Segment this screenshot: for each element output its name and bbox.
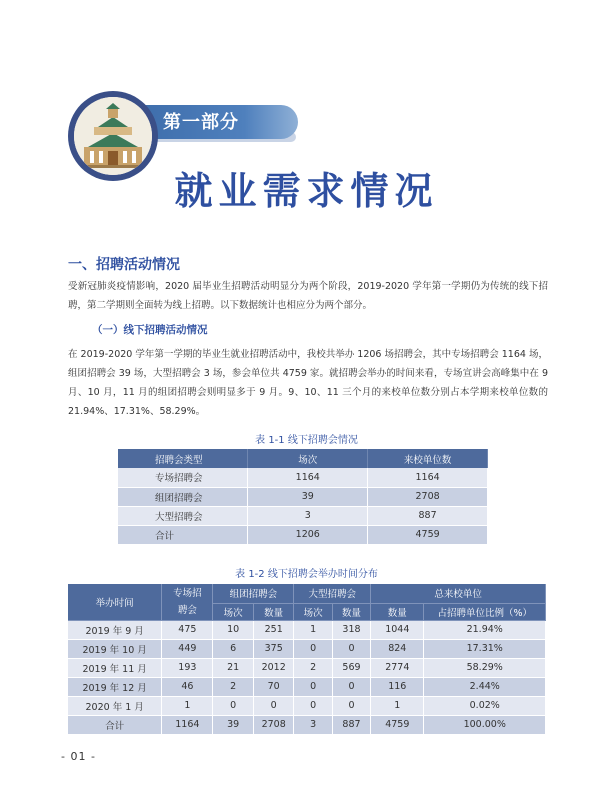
table-row <box>118 487 488 506</box>
table-cell: 2708 <box>253 715 294 734</box>
table-cell: 887 <box>332 715 370 734</box>
table-cell: 251 <box>253 620 294 639</box>
body-paragraph: 在 2019-2020 学年第一学期的毕业生就业招聘活动中，我校共举办 1206 场招聘会，其中专场招聘会 1164 场，组团招聘会 39 场，大型招聘会 3 场，参会单位共 4759 家。就招聘会举办的时间来看，专场宣讲会高峰集中在 9 月、10 月，11 月的组团招聘会则明显多于 9 月。9、10、11 三个月的来校单位数分别占本学期来校单位数的 21.94%、17.31%、58.29%。 <box>68 349 548 417</box>
table-cell: 1164 <box>162 715 213 734</box>
table-header-row <box>68 584 546 603</box>
table-header-row <box>118 449 488 468</box>
table-header-cell: 数量 <box>332 603 370 620</box>
table-row <box>68 677 546 696</box>
table-cell: 39 <box>248 487 368 506</box>
table-cell: 21.94% <box>424 620 546 639</box>
table-cell: 3 <box>294 715 332 734</box>
table-cell: 1206 <box>248 525 368 544</box>
table-cell: 4759 <box>368 525 488 544</box>
table-cell: 2020 年 1 月 <box>68 696 162 715</box>
table-cell: 2019 年 9 月 <box>68 620 162 639</box>
table-cell: 193 <box>162 658 213 677</box>
table-row <box>68 639 546 658</box>
table-row <box>118 468 488 487</box>
table-header-cell: 大型招聘会 <box>294 584 371 603</box>
intro-paragraph: 受新冠肺炎疫情影响，2020 届毕业生招聘活动明显分为两个阶段，2019-2020 学年第一学期仍为传统的线下招聘，第二学期则全面转为线上招聘。以下数据统计也相应分为两个部分。 <box>68 281 548 311</box>
table-header-cell: 场次 <box>213 603 254 620</box>
table-cell: 合计 <box>118 525 248 544</box>
table-header-cell: 数量 <box>371 603 424 620</box>
table-cell: 17.31% <box>424 639 546 658</box>
table-cell: 1 <box>294 620 332 639</box>
table-header-cell: 来校单位数 <box>368 449 488 468</box>
table-cell: 0 <box>213 696 254 715</box>
table-cell: 116 <box>371 677 424 696</box>
table-cell: 2019 年 12 月 <box>68 677 162 696</box>
table-1 <box>118 449 488 545</box>
table-cell: 824 <box>371 639 424 658</box>
table-cell: 合计 <box>68 715 162 734</box>
table-cell: 4759 <box>371 715 424 734</box>
section-heading: 一、招聘活动情况 <box>68 257 180 273</box>
table-cell: 2019 年 11 月 <box>68 658 162 677</box>
table-cell: 2 <box>213 677 254 696</box>
table-row <box>68 696 546 715</box>
table-header-cell: 招聘会类型 <box>118 449 248 468</box>
table-cell: 2708 <box>368 487 488 506</box>
table-cell: 2012 <box>253 658 294 677</box>
table-cell: 318 <box>332 620 370 639</box>
table-cell: 大型招聘会 <box>118 506 248 525</box>
table-row <box>118 506 488 525</box>
table-cell: 0 <box>294 696 332 715</box>
table-cell: 1 <box>162 696 213 715</box>
table-cell: 100.00% <box>424 715 546 734</box>
table-cell: 2.44% <box>424 677 546 696</box>
table-cell: 6 <box>213 639 254 658</box>
table-cell: 0 <box>294 677 332 696</box>
table-header-cell: 场次 <box>294 603 332 620</box>
page-number: - 01 - <box>61 750 96 763</box>
table-cell: 专场招聘会 <box>118 468 248 487</box>
page-title: 就业需求情况 <box>174 168 439 213</box>
table-2 <box>68 584 546 735</box>
table-header-cell: 组团招聘会 <box>213 584 294 603</box>
table-cell: 0.02% <box>424 696 546 715</box>
table-cell: 0 <box>294 639 332 658</box>
table-cell: 10 <box>213 620 254 639</box>
table-cell: 58.29% <box>424 658 546 677</box>
table2-caption: 表 1-2 线下招聘会举办时间分布 <box>235 569 378 580</box>
table-row <box>68 715 546 734</box>
table-cell: 1 <box>371 696 424 715</box>
table-header-cell: 数量 <box>253 603 294 620</box>
table-cell: 0 <box>253 696 294 715</box>
table-cell: 2 <box>294 658 332 677</box>
table-cell: 70 <box>253 677 294 696</box>
table-cell: 0 <box>332 696 370 715</box>
table-cell: 39 <box>213 715 254 734</box>
table-row <box>68 658 546 677</box>
table-cell: 1164 <box>368 468 488 487</box>
table-cell: 3 <box>248 506 368 525</box>
table-cell: 2019 年 10 月 <box>68 639 162 658</box>
table-cell: 0 <box>332 639 370 658</box>
table-header-cell: 场次 <box>248 449 368 468</box>
table-cell: 569 <box>332 658 370 677</box>
table-cell: 2774 <box>371 658 424 677</box>
subsection-heading: （一）线下招聘活动情况 <box>92 324 208 336</box>
table-cell: 21 <box>213 658 254 677</box>
table-row <box>68 620 546 639</box>
table-header-cell: 总来校单位 <box>371 584 546 603</box>
table-cell: 46 <box>162 677 213 696</box>
table-cell: 1044 <box>371 620 424 639</box>
table-header-cell: 专场招聘会 <box>162 584 213 620</box>
table-cell: 475 <box>162 620 213 639</box>
table-cell: 0 <box>332 677 370 696</box>
table-cell: 887 <box>368 506 488 525</box>
table-header-cell: 占招聘单位比例（%） <box>424 603 546 620</box>
table1-caption: 表 1-1 线下招聘会情况 <box>255 435 358 446</box>
part-label: 第一部分 <box>163 112 239 133</box>
table-cell: 组团招聘会 <box>118 487 248 506</box>
table-header-cell: 举办时间 <box>68 584 162 620</box>
table-row <box>118 525 488 544</box>
table-cell: 449 <box>162 639 213 658</box>
table-cell: 375 <box>253 639 294 658</box>
table-cell: 1164 <box>248 468 368 487</box>
